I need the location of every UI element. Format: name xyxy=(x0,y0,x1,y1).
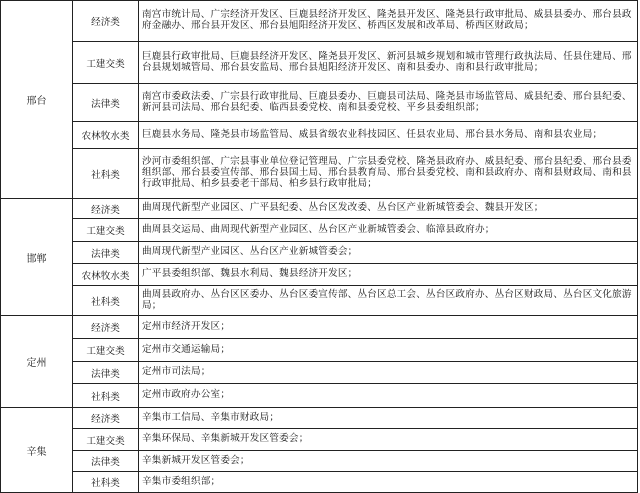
table-row xyxy=(1,429,638,451)
units-cell: 曲周县交运局、曲周现代新型产业园区、丛台区产业新城管委会、临漳县政府办； xyxy=(139,219,638,242)
category-cell: 社科类 xyxy=(73,472,139,493)
units-cell: 曲周县政府办、丛台区区委办、丛台区委宣传部、丛台区总工会、丛台区政府办、丛台区财政局、丛台区文化旅游局； xyxy=(139,286,638,316)
table-row xyxy=(1,362,638,384)
category-cell: 法律类 xyxy=(73,362,139,384)
table-row xyxy=(1,84,638,122)
table-row xyxy=(1,122,638,149)
table-row xyxy=(1,199,638,219)
category-cell: 法律类 xyxy=(73,242,139,264)
units-cell: 辛集环保局、辛集新城开发区管委会； xyxy=(139,429,638,451)
table-row xyxy=(1,384,638,408)
table-row xyxy=(1,451,638,472)
category-cell: 工建交类 xyxy=(73,429,139,451)
units-cell: 辛集市工信局、辛集市财政局； xyxy=(139,408,638,429)
units-cell: 南宫市统计局、广宗经济开发区、巨鹿县经济开发区、隆尧县开发区、隆尧县行政审批局、威县县委办、邢台县政府金融办、邢台县开发区、邢台县旭阳经济开发区、桥西区发展和改革局、桥西区财政局； xyxy=(139,1,638,42)
table-row xyxy=(1,219,638,242)
units-cell: 辛集新城开发区管委会； xyxy=(139,451,638,472)
units-cell: 广平县委组织部、魏县水利局、魏县经济开发区； xyxy=(139,264,638,286)
category-cell: 经济类 xyxy=(73,1,139,42)
table-row xyxy=(1,408,638,429)
category-cell: 工建交类 xyxy=(73,339,139,362)
table-row xyxy=(1,42,638,84)
category-cell: 社科类 xyxy=(73,384,139,408)
category-cell: 法律类 xyxy=(73,84,139,122)
category-cell: 工建交类 xyxy=(73,42,139,84)
units-cell: 巨鹿县行政审批局、巨鹿县经济开发区、隆尧县开发区、新河县城乡规划和城市管理行政执法局、任县住建局、邢台县规划城管局、邢台县安监局、邢台县旭阳经济开发区、南和县委办、南和县行政审批局； xyxy=(139,42,638,84)
units-cell: 定州市经济开发区； xyxy=(139,316,638,339)
units-cell: 南宫市委政法委、广宗县行政审批局、巨鹿县委办、巨鹿县司法局、隆尧县市场监管局、威县纪委、邢台县纪委、新河县司法局、邢台县纪委、临西县委党校、南和县委党校、平乡县委组织部； xyxy=(139,84,638,122)
category-cell: 法律类 xyxy=(73,451,139,472)
city-cell: 邯郸 xyxy=(1,199,73,316)
city-cell: 邢台 xyxy=(1,1,73,199)
category-cell: 经济类 xyxy=(73,408,139,429)
table-row xyxy=(1,149,638,199)
units-cell: 曲周现代新型产业园区、丛台区产业新城管委会； xyxy=(139,242,638,264)
category-cell: 农林牧水类 xyxy=(73,122,139,149)
units-cell: 定州市交通运输局； xyxy=(139,339,638,362)
category-cell: 经济类 xyxy=(73,199,139,219)
table-row xyxy=(1,316,638,339)
table-row xyxy=(1,1,638,42)
table-row xyxy=(1,242,638,264)
table-row xyxy=(1,286,638,316)
units-cell: 曲周现代新型产业园区、广平县纪委、丛台区发改委、丛台区产业新城管委会、魏县开发区； xyxy=(139,199,638,219)
category-cell: 社科类 xyxy=(73,149,139,199)
units-cell: 沙河市委组织部、广宗县事业单位登记管理局、广宗县委党校、隆尧县政府办、威县纪委、邢台县纪委、邢台县委组织部、邢台县委宣传部、邢台县国土局、邢台县教育局、邢台县委党校、南和县政府办、南和县财政局、南和县行政审批局、柏乡县委老干部局、柏乡县行政审批局； xyxy=(139,149,638,199)
city-cell: 辛集 xyxy=(1,408,73,493)
table-row xyxy=(1,264,638,286)
units-cell: 辛集市委组织部； xyxy=(139,472,638,493)
city-cell: 定州 xyxy=(1,316,73,408)
table-row xyxy=(1,339,638,362)
units-cell: 定州市政府办公室； xyxy=(139,384,638,408)
category-cell: 农林牧水类 xyxy=(73,264,139,286)
units-cell: 定州市司法局； xyxy=(139,362,638,384)
category-cell: 社科类 xyxy=(73,286,139,316)
table-row xyxy=(1,472,638,493)
category-cell: 工建交类 xyxy=(73,219,139,242)
category-cell: 经济类 xyxy=(73,316,139,339)
units-cell: 巨鹿县水务局、隆尧县市场监管局、威县省级农业科技园区、任县农业局、邢台县水务局、南和县农业局； xyxy=(139,122,638,149)
